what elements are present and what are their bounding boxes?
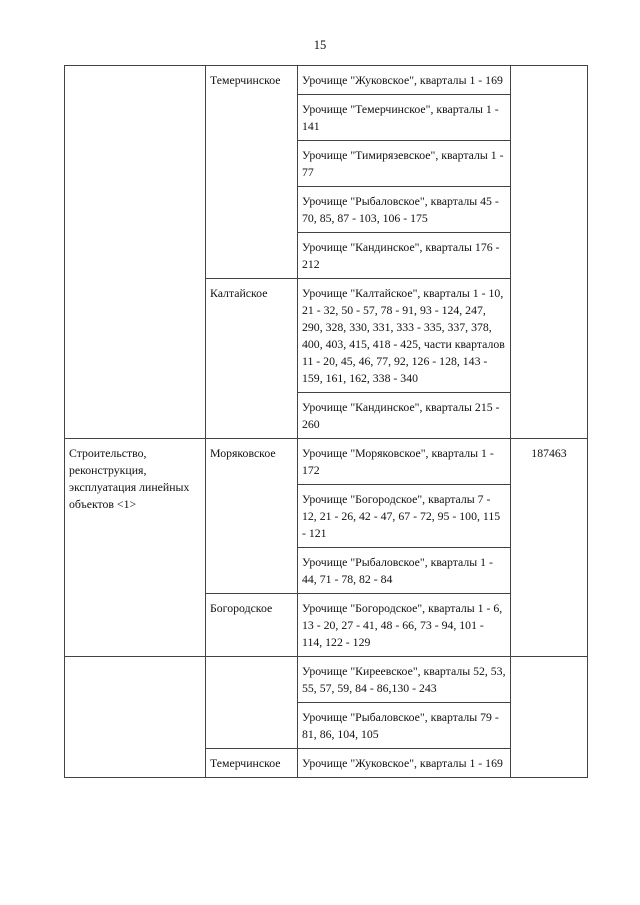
forest-use-table xyxy=(64,65,588,778)
tract-cell: Урочище "Богородское", кварталы 1 - 6, 13 - 20, 27 - 41, 48 - 66, 73 - 94, 101 - 114, 122 - 129 xyxy=(298,594,511,657)
area-cell xyxy=(511,66,588,439)
tract-cell: Урочище "Рыбаловское", кварталы 79 - 81, 86, 104, 105 xyxy=(298,703,511,749)
purpose-cell: Строительство, реконструкция, эксплуатация линейных объектов <1> xyxy=(65,439,206,657)
forestry-cell: Моряковское xyxy=(206,439,298,594)
table-row xyxy=(65,66,588,95)
forestry-cell: Калтайское xyxy=(206,279,298,439)
tract-cell: Урочище "Моряковское", кварталы 1 - 172 xyxy=(298,439,511,485)
tract-cell: Урочище "Рыбаловское", кварталы 1 - 44, 71 - 78, 82 - 84 xyxy=(298,548,511,594)
forestry-cell: Темерчинское xyxy=(206,66,298,279)
table-row xyxy=(65,439,588,485)
purpose-cell xyxy=(65,66,206,439)
tract-cell: Урочище "Рыбаловское", кварталы 45 - 70, 85, 87 - 103, 106 - 175 xyxy=(298,187,511,233)
tract-cell: Урочище "Темерчинское", кварталы 1 - 141 xyxy=(298,95,511,141)
tract-cell: Урочище "Калтайское", кварталы 1 - 10, 21 - 32, 50 - 57, 78 - 91, 93 - 124, 247, 290, 328, 330, 331, 333 - 335, 337, 378, 400, 403, 415, 418 - 425, части кварталов 11 - 20, 45, 46, 77, 92, 126 - 128, 143 - 159, 161, 162, 338 - 340 xyxy=(298,279,511,393)
forestry-cell: Богородское xyxy=(206,594,298,657)
area-cell: 187463 xyxy=(511,439,588,657)
tract-cell: Урочище "Тимирязевское", кварталы 1 - 77 xyxy=(298,141,511,187)
area-cell xyxy=(511,657,588,778)
tract-cell: Урочище "Кандинское", кварталы 176 - 212 xyxy=(298,233,511,279)
purpose-cell xyxy=(65,657,206,778)
tract-cell: Урочище "Жуковское", кварталы 1 - 169 xyxy=(298,749,511,778)
forestry-cell: Темерчинское xyxy=(206,749,298,778)
tract-cell: Урочище "Киреевское", кварталы 52, 53, 55, 57, 59, 84 - 86,130 - 243 xyxy=(298,657,511,703)
tract-cell: Урочище "Богородское", кварталы 7 - 12, 21 - 26, 42 - 47, 67 - 72, 95 - 100, 115 - 121 xyxy=(298,485,511,548)
forestry-cell xyxy=(206,657,298,749)
page-number: 15 xyxy=(313,38,327,52)
table-row xyxy=(65,657,588,703)
tract-cell: Урочище "Жуковское", кварталы 1 - 169 xyxy=(298,66,511,95)
tract-cell: Урочище "Кандинское", кварталы 215 - 260 xyxy=(298,393,511,439)
